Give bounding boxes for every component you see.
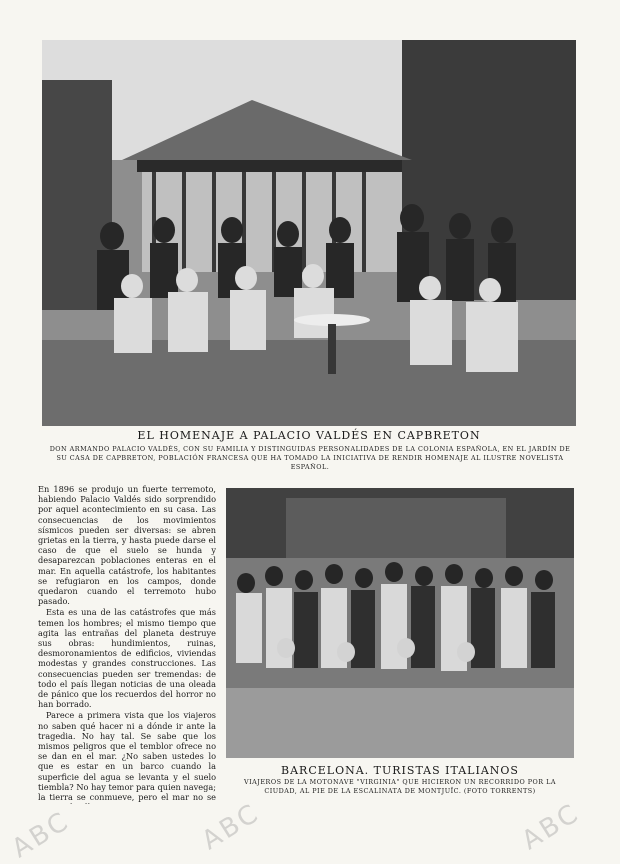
caption-top-body: DON ARMANDO PALACIO VALDÉS, CON SU FAMILIA Y DISTINGUIDAS PERSONALIDADES DE LA COLONIA ESPAÑOLA, EN EL JARDÍN DE SU CASA DE CAPBRETON, POBLACIÓN FRANCESA QUE HA TOMADO LA INICIATIVA DE RENDIR HOMENAJE AL ILUSTRE NOVELISTA ESPAÑOL.	[49, 445, 571, 471]
photo-palacio-valdes-group	[42, 40, 576, 426]
caption-bottom-title: BARCELONA. TURISTAS ITALIANOS	[281, 764, 519, 777]
caption-top-title: EL HOMENAJE A PALACIO VALDÉS EN CAPBRETON	[137, 429, 481, 442]
abc-watermark: ABC	[196, 797, 266, 857]
photo-italian-tourists	[226, 488, 574, 758]
article-paragraph: En 1896 se produjo un fuerte terremoto, habiendo Palacio Valdés sido sorprendido por aquel acontecimiento en su casa. Las consecuencias de los movimientos sísmicos pueden ser diversas: se abren grietas en la tierra, y hasta puede darse el caso de que el suelo se hunda y desaparezcan poblaciones enteras en el mar. En aquella catástrofe, los habitantes se refugiaron en los campos, donde quedaron cuando el terremoto hubo pasado.	[38, 484, 216, 607]
caption-bottom-body: VIAJEROS DE LA MOTONAVE "VIRGINIA" QUE HICIERON UN RECORRIDO POR LA CIUDAD, AL PIE DE LA ESCALINATA DE MONTJUÏC. (FOTO TORRENTS)	[244, 778, 556, 795]
article-paragraph: Esta es una de las catástrofes que más temen los hombres; el mismo tiempo que agita las entrañas del planeta destruye sus obras: hundimientos, ruinas, desmoronamientos de edificios, viviendas modestas y grandes construcciones. Las consecuencias pueden ser tremendas: de todo el país llegan noticias de una oleada de pánico que los recuerdos del horror no han borrado.	[38, 607, 216, 710]
article-paragraph: Parece a primera vista que los viajeros no saben qué hacer ni a dónde ir ante la tragedia. No hay tal. Se sabe que los mismos peligros que el temblor ofrece no se dan en el mar. ¿No saben ustedes lo que es estar en un barco cuando la superficie del agua se levanta y el suelo tiembla? No hay temor para quien navega; la tierra se conmueve, pero el mar no se	[38, 710, 216, 803]
abc-watermark: ABC	[516, 797, 586, 857]
article-column	[38, 484, 216, 804]
abc-watermark: ABC	[6, 805, 76, 864]
